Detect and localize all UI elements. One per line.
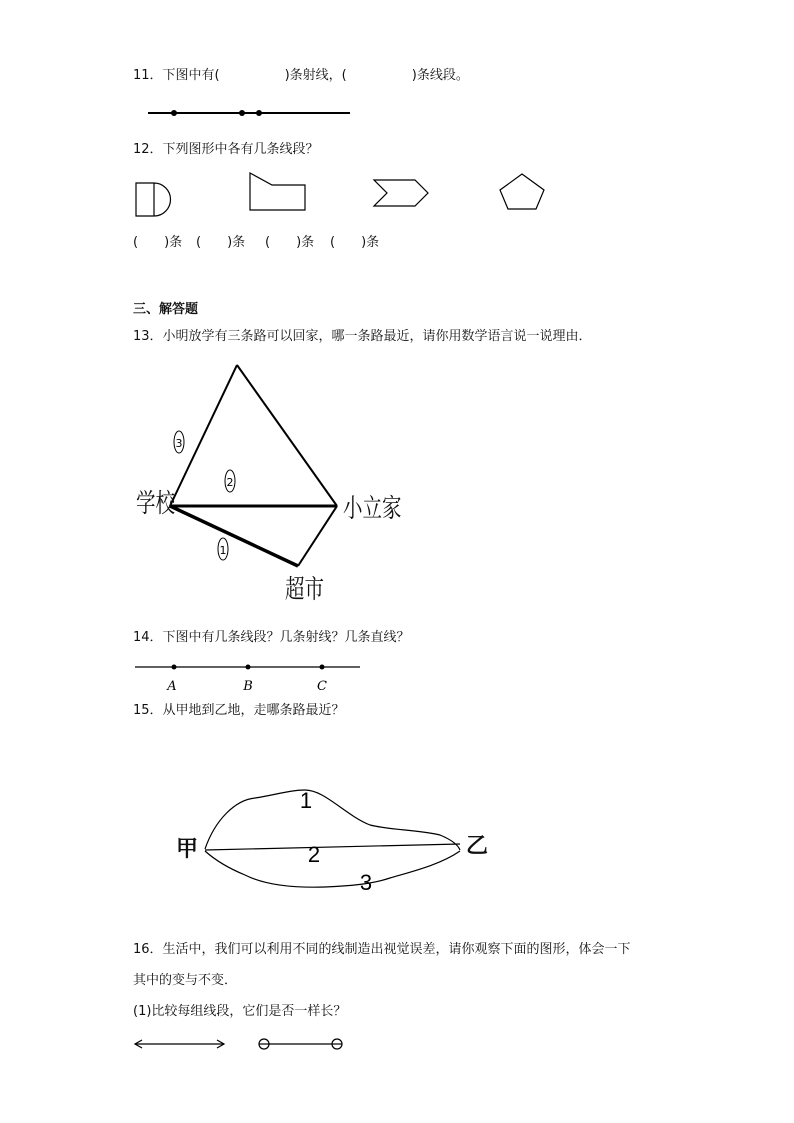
label-school: 学校 [136,489,176,519]
q12-answer-3: ( )条 [265,235,315,250]
question-11: 11．下图中有( )条射线，( )条线段。 [133,68,469,83]
question-14: 14．下图中有几条线段？几条射线？几条直线？ [133,630,410,645]
q12-answer-1: ( )条 [133,235,183,250]
question-13: 13．小明放学有三条路可以回家，哪一条路最近，请你用数学语言说一说理由． [133,329,592,344]
label-home: 小立家 [343,494,402,524]
path-3-label: 3 [359,870,373,895]
label-end: 乙 [466,834,489,859]
label-market: 超市 [285,575,325,605]
route-1-label: 1 [219,544,227,557]
q14-label-a: A [167,679,177,694]
q12-answer-2: ( )条 [196,235,246,250]
question-12: 12．下列图形中各有几条线段？ [133,142,319,157]
q14-label-c: C [317,679,327,694]
question-16-line-1: 16．生活中，我们可以利用不同的线制造出视觉误差，请你观察下面的图形，体会一下 [133,942,631,957]
q14-label-b: B [243,679,253,694]
q12-answer-4: ( )条 [330,235,380,250]
question-15: 15．从甲地到乙地，走哪条路最近？ [133,703,345,718]
label-start: 甲 [176,837,199,862]
section-title: 三、解答题 [133,302,199,317]
path-2-label: 2 [307,842,321,867]
route-3-label: 3 [175,437,183,450]
question-16-line-2: 其中的变与不变． [133,973,238,988]
path-1-label: 1 [299,788,313,813]
route-2-label: 2 [226,476,234,489]
question-16-sub-1: (1)比较每组线段，它们是否一样长？ [133,1004,347,1019]
